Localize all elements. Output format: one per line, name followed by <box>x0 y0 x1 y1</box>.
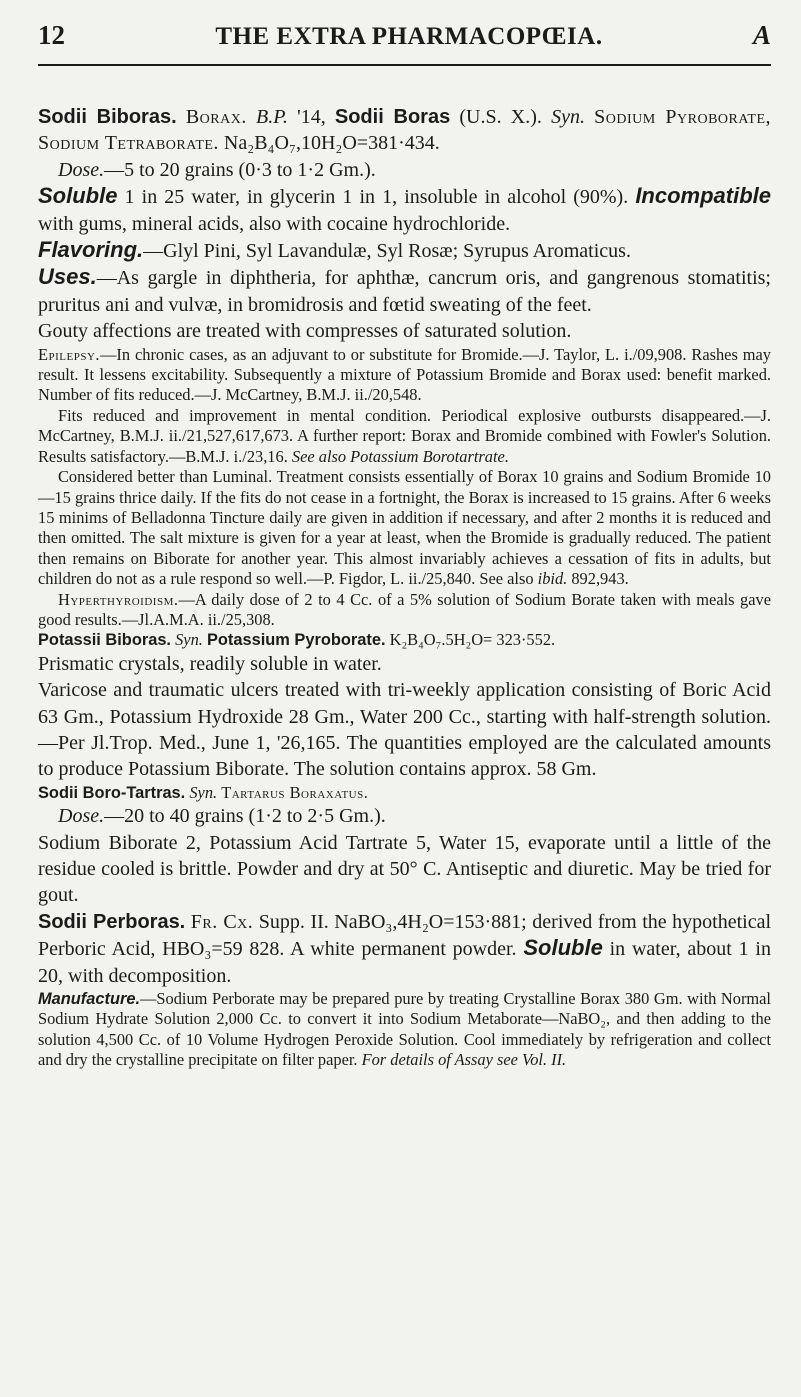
text-run: Soluble <box>523 935 603 961</box>
header-rule <box>38 64 771 66</box>
entry-sodii-boro-tartras <box>38 783 771 909</box>
preparation-paragraph <box>38 830 771 909</box>
text-run: 1 in 25 water, in glycerin 1 in 1, insoluble in alcohol (90%). <box>117 186 636 209</box>
entry-title-line <box>38 104 771 157</box>
entry-title-line <box>38 630 771 650</box>
text-run: Dose. <box>58 805 105 828</box>
text-run: Sodii Boro-Tartras. <box>38 783 186 802</box>
text-run: Na₂B₄O₇,10H₂O=381·434. <box>218 132 440 155</box>
text-run: —As gargle in diphtheria, for aphthæ, cancrum oris, and gangrenous stomatitis; pruritus ani and vulvæ, in bromidrosis and fœtid sweating of the feet. <box>38 267 771 316</box>
uses-paragraph <box>38 264 771 318</box>
luminal-paragraph <box>38 467 771 589</box>
text-run <box>247 106 256 128</box>
text-run: —5 to 20 grains (0·3 to 1·2 Gm.). <box>104 158 376 181</box>
text-run: 892,943. <box>567 569 629 589</box>
gouty-paragraph <box>38 318 771 344</box>
text-run: Sodium Biborate 2, Potassium Acid Tartrate 5, Water 15, evaporate until a little of the residue cooled is brittle. Powder and dry at 50° C. Antiseptic and diuretic. May be tried for gout. <box>38 831 771 907</box>
text-run: Syn. <box>189 782 218 802</box>
text-run: Uses. <box>38 264 97 290</box>
text-run: Supp. II. NaBO₃,4H₂O=153·881; derived from the hypothetical Perboric Acid, HBO₃=59 828. A white permanent powder. <box>38 910 772 961</box>
text-run: Potassii Biboras. <box>38 631 171 650</box>
text-run: Borax. <box>185 106 247 128</box>
text-run: Hyperthyroidism. <box>58 589 179 609</box>
hyperthyroidism-paragraph <box>38 590 771 631</box>
entry-sodii-biboras <box>38 104 771 630</box>
text-run: Considered better than Luminal. Treatment consists essentially of Borax 10 grains and Sodium Bromide 10—15 grains thrice daily. If the fits do not cease in a fortnight, the Borax is increased to 15 grains. After 6 weeks 15 minims of Belladonna Tincture daily are given in addition if necessary, and after 2 months it is reduced and then omitted. The salt mixture is given for a year at least, when the Bromide is gradually reduced. The patient then remains on Biborate for another year. This almost invariably achieves a cessation of fits in adults, but children do not as a rule respond so well.—P. Figdor, L. ii./25,840. See also <box>38 467 771 589</box>
section-letter: A <box>752 20 771 50</box>
epilepsy-paragraph <box>38 345 771 406</box>
text-run: Prismatic crystals, readily soluble in water. <box>38 652 382 675</box>
entry-title-line <box>38 783 771 803</box>
text-run: Tartarus Boraxatus. <box>221 782 369 802</box>
text-run: with gums, mineral acids, also with cocaine hydrochloride. <box>38 212 511 235</box>
text-run: (U.S. X.). <box>450 106 552 128</box>
text-run: B.P. <box>256 106 288 128</box>
text-run: Soluble <box>38 183 118 209</box>
text-run: Fr. <box>190 910 218 933</box>
text-run: —A daily dose of 2 to 4 Cc. of a 5% solution of Sodium Borate taken with meals gave good results.—Jl.A.M.A. ii./25,308. <box>38 589 771 629</box>
text-run: Manufacture. <box>38 990 141 1009</box>
page-number: 12 <box>38 20 65 50</box>
page-header <box>38 20 771 54</box>
text-run: ibid. <box>537 569 568 589</box>
fits-paragraph <box>38 406 771 467</box>
description-paragraph <box>38 651 771 677</box>
text-run: Sodii Boras <box>334 106 451 128</box>
text-run: See also Potassium Borotartrate. <box>291 446 509 466</box>
text-run: —In chronic cases, as an adjuvant to or substitute for Bromide.—J. Taylor, L. i./09,908. Rashes may result. It lessens excitability. Subsequently a mixture of Potassium Bromide and Borax used: benefit marked. Number of fits reduced.—J. McCartney, B.M.J. ii./20,548. <box>38 344 771 405</box>
text-run: in water, about 1 in 20, with decomposition. <box>38 938 771 987</box>
text-run <box>177 106 186 128</box>
text-run: Potassium Pyroborate. <box>206 631 386 650</box>
text-run: —Glyl Pini, Syl Lavandulæ, Syl Rosæ; Syrupus Aromaticus. <box>143 240 631 263</box>
running-title: THE EXTRA PHARMACOPŒIA. <box>215 23 603 50</box>
entry-sodii-perboras <box>38 909 771 1071</box>
text-run: Sodium Pyroborate, Sodium Tetraborate. <box>38 106 772 155</box>
text-run: —Sodium Perborate may be prepared pure by treating Crystalline Borax 380 Gm. with Normal Sodium Hydrate Solution 2,000 Cc. to convert it into Sodium Metaborate—NaBO₂, and then adding to the solution 4,500 Cc. of 10 Volume Hydrogen Peroxide Solution. Cool immediately by refrigeration and collect and dry the crystalline precipitate on filter paper. <box>38 989 771 1070</box>
text-run: '14, <box>287 106 335 128</box>
text-run: Sodii Biboras. <box>38 106 177 128</box>
text-run: For details of Assay see Vol. II. <box>361 1050 567 1070</box>
text-run: Sodii Perboras. <box>38 910 186 933</box>
entry-potassii-biboras <box>38 630 771 782</box>
text-run: Syn. <box>551 106 585 128</box>
text-run: Dose. <box>58 158 105 181</box>
text-run: Syn. <box>175 630 203 650</box>
dose-line <box>38 803 771 829</box>
text-run: Incompatible <box>635 183 771 209</box>
solubility-paragraph <box>38 183 771 237</box>
text-run: Gouty affections are treated with compresses of saturated solution. <box>38 320 572 343</box>
text-run: —20 to 40 grains (1·2 to 2·5 Gm.). <box>104 805 386 828</box>
entry-title-line <box>38 909 771 989</box>
text-run: K₂B₄O₇.5H₂O= 323·552. <box>385 630 556 650</box>
flavoring-paragraph <box>38 237 771 264</box>
text-run: Epilepsy. <box>38 344 101 364</box>
text-run: Varicose and traumatic ulcers treated with tri-weekly application consisting of Boric Acid 63 Gm., Potassium Hydroxide 28 Gm., Water 200 Cc., starting with half-strength solution.—Per Jl.Trop. Med., June 1, '26,165. The quantities employed are the calculated amounts to produce Potassium Biborate. The solution contains approx. 58 Gm. <box>38 679 771 781</box>
text-run: Flavoring. <box>38 237 144 263</box>
varicose-paragraph <box>38 677 771 783</box>
dose-line <box>38 157 771 183</box>
text-run: Fits reduced and improvement in mental condition. Periodical explosive outbursts disappeared.—J. McCartney, B.M.J. ii./21,527,617,673. A further report: Borax and Bromide combined with Fowler's Solution. Results satisfactory.—B.M.J. i./23,16. <box>38 405 771 466</box>
text-run <box>585 106 594 128</box>
text-run: Cx. <box>223 910 254 933</box>
manufacture-paragraph <box>38 989 771 1071</box>
